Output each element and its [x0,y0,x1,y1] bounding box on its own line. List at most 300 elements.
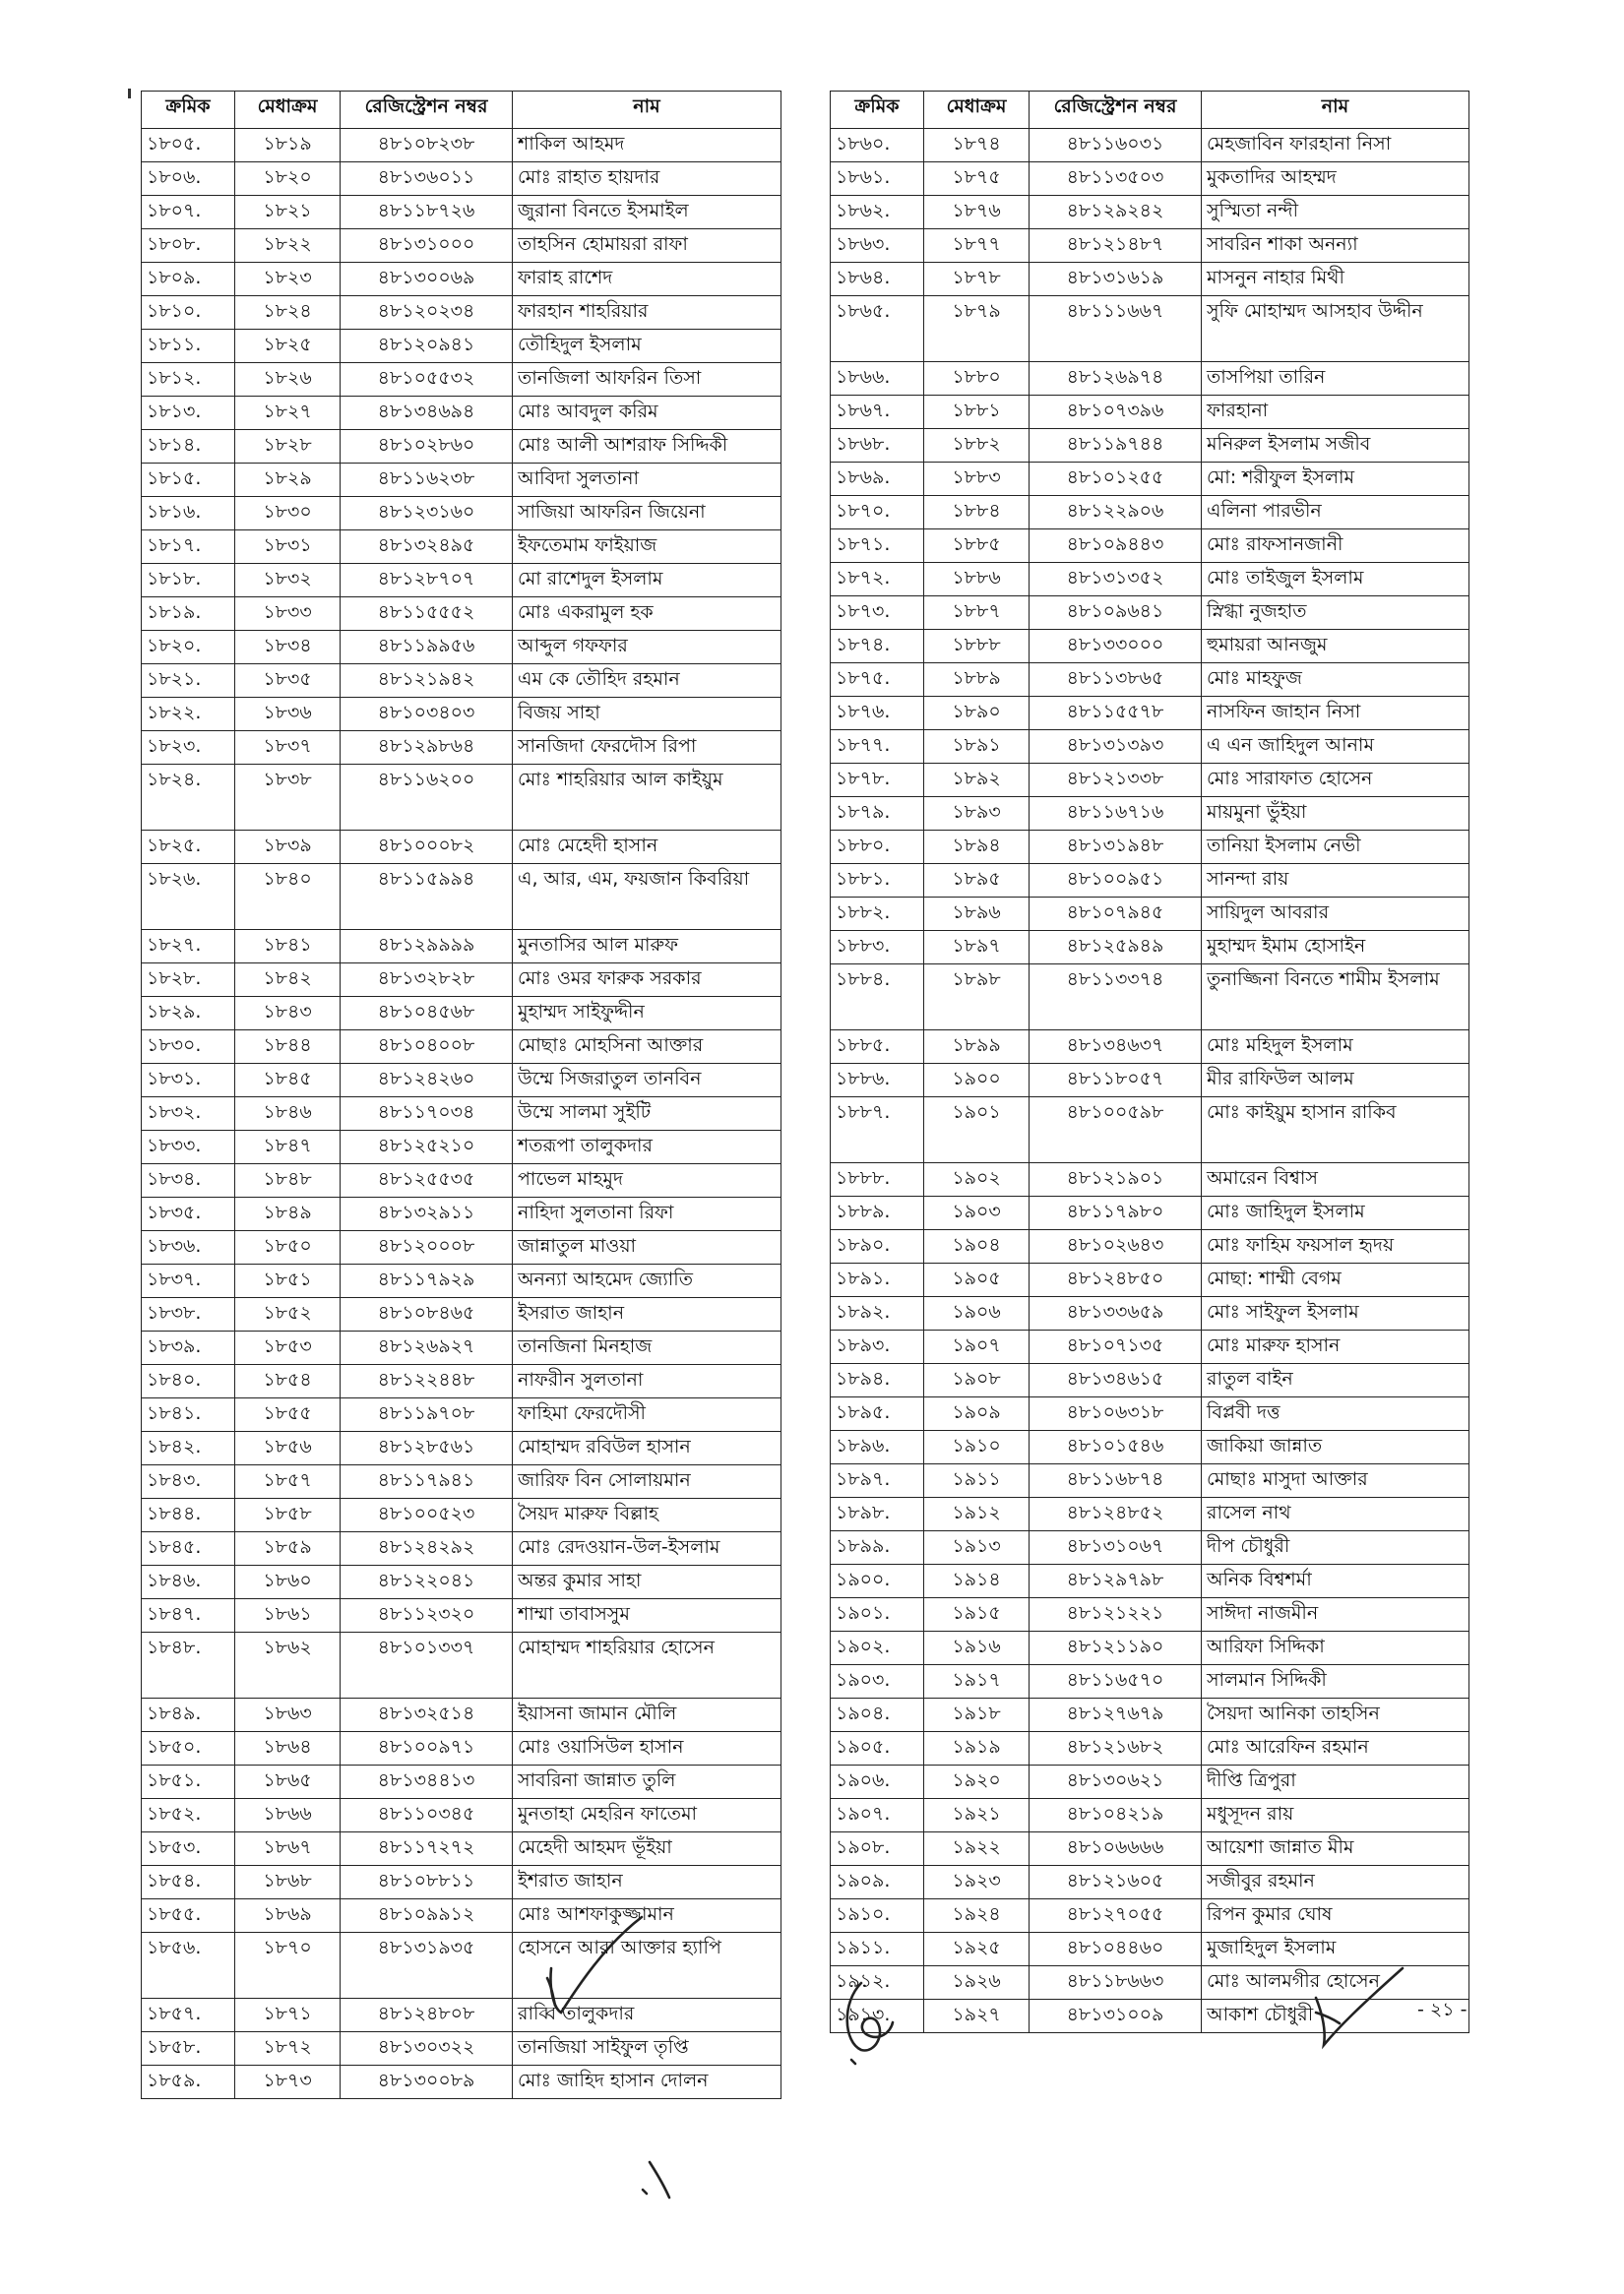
cell-serial: ১৮৫৭. [142,1999,235,2032]
cell-merit: ১৯০৮ [924,1364,1030,1397]
cell-merit: ১৮৪০ [235,864,341,930]
table-row [142,263,781,296]
cell-merit: ১৯১৬ [924,1632,1030,1665]
cell-reg: ৪৮১১৯৭০৮ [341,1398,513,1432]
table-row [142,1999,781,2032]
cell-reg: ৪৮১২২০৪১ [341,1566,513,1599]
cell-name: মধুসূদন রায় [1202,1799,1469,1832]
cell-reg: ৪৮১০৫৫৩২ [341,363,513,397]
table-row [142,530,781,564]
cell-reg: ৪৮১২২৯০৬ [1030,496,1202,529]
cell-merit: ১৮৫৯ [235,1532,341,1566]
cell-serial: ১৮৩১. [142,1064,235,1097]
cell-reg: ৪৮১০২৬৪৩ [1030,1230,1202,1264]
table-row [142,1732,781,1766]
table-row [142,2066,781,2099]
cell-serial: ১৯০৩. [831,1665,924,1699]
cell-merit: ১৮৬৮ [235,1866,341,1899]
cell-reg: ৪৮১২৯৭৯৮ [1030,1565,1202,1598]
cell-name: দীপ চৌধুরী [1202,1531,1469,1565]
cell-serial: ১৮১১. [142,330,235,363]
cell-merit: ১৮৭৪ [924,129,1030,162]
table-row [142,1599,781,1633]
cell-serial: ১৮৬৮. [831,429,924,463]
cell-reg: ৪৮১০৮৪৬৫ [341,1298,513,1332]
cell-merit: ১৮২৮ [235,430,341,464]
cell-serial: ১৮১৬. [142,497,235,530]
table-row [142,363,781,397]
table-row [831,1866,1469,1899]
cell-reg: ৪৮১২৩১৬০ [341,497,513,530]
cell-reg: ৪৮১০০৫৯৮ [1030,1097,1202,1163]
cell-reg: ৪৮১৩০০৮৯ [341,2066,513,2099]
cell-serial: ১৮২২. [142,698,235,731]
cell-name: উম্মে সিজরাতুল তানবিন [513,1064,781,1097]
table-row [142,330,781,363]
cell-serial: ১৮১০. [142,296,235,330]
cell-name: অন্তর কুমার সাহা [513,1566,781,1599]
cell-merit: ১৯১৯ [924,1732,1030,1766]
table-row [142,997,781,1030]
table-row [142,497,781,530]
cell-serial: ১৮৫২. [142,1799,235,1832]
cell-reg: ৪৮১১৭৯৪১ [341,1465,513,1499]
cell-serial: ১৮৬৪. [831,263,924,296]
cell-reg: ৪৮১১৩৩৭৪ [1030,964,1202,1030]
cell-reg: ৪৮১২৮৭০৭ [341,564,513,597]
cell-name: মোঃ আলী আশরাফ সিদ্দিকী [513,430,781,464]
cell-serial: ১৮১৫. [142,464,235,497]
cell-merit: ১৮৭০ [235,1933,341,1999]
table-row [142,1332,781,1365]
table-row [831,1531,1469,1565]
cell-name: ইফতেমাম ফাইয়াজ [513,530,781,564]
cell-serial: ১৮৪৯. [142,1699,235,1732]
cell-merit: ১৮৫৩ [235,1332,341,1365]
cell-serial: ১৮৫৩. [142,1832,235,1866]
cell-serial: ১৯১২. [831,1966,924,2000]
cell-reg: ৪৮১০৯৪৪৩ [1030,529,1202,563]
cell-merit: ১৮৮১ [924,396,1030,429]
cell-reg: ৪৮১০১২৫৫ [1030,463,1202,496]
cell-serial: ১৮৫৪. [142,1866,235,1899]
cell-merit: ১৮৭৯ [924,296,1030,362]
table-row [142,1030,781,1064]
cell-reg: ৪৮১১৬৭১৬ [1030,797,1202,831]
cell-reg: ৪৮১০০৯৭১ [341,1732,513,1766]
cell-merit: ১৯০০ [924,1064,1030,1097]
cell-reg: ৪৮১২০২৩৪ [341,296,513,330]
cell-reg: ৪৮১১৬০৩১ [1030,129,1202,162]
cell-serial: ১৯০৮. [831,1832,924,1866]
cell-merit: ১৮২৪ [235,296,341,330]
cell-name: সাবরিন শাকা অনন্যা [1202,229,1469,263]
cell-merit: ১৮২৫ [235,330,341,363]
cell-name: শাম্মা তাবাসসুম [513,1599,781,1633]
cell-merit: ১৯১০ [924,1431,1030,1464]
cell-name: মো: শরীফুল ইসলাম [1202,463,1469,496]
cell-name: মনিরুল ইসলাম সজীব [1202,429,1469,463]
table-row [831,898,1469,931]
cell-reg: ৪৮১০৬৩১৮ [1030,1397,1202,1431]
cell-serial: ১৮৬১. [831,162,924,196]
cell-reg: ৪৮১২৫৯৪৯ [1030,931,1202,964]
cell-reg: ৪৮১৩৩৬৫৯ [1030,1297,1202,1331]
cell-serial: ১৮৮১. [831,864,924,898]
table-row [831,1431,1469,1464]
cell-serial: ১৮৬৯. [831,463,924,496]
cell-name: মোঃ আবদুল করিম [513,397,781,430]
cell-name: হুমায়রা আনজুম [1202,630,1469,663]
cell-reg: ৪৮১০৯৯১২ [341,1899,513,1933]
cell-merit: ১৮৯৩ [924,797,1030,831]
cell-reg: ৪৮১০৮৮১১ [341,1866,513,1899]
table-row [142,765,781,831]
table-row [142,1899,781,1933]
header-row [831,92,1469,129]
cell-reg: ৪৮১১৭৯২৯ [341,1265,513,1298]
cell-name: মোঃ আশফাকুজ্জামান [513,1899,781,1933]
cell-serial: ১৯০৭. [831,1799,924,1832]
cell-merit: ১৯১৪ [924,1565,1030,1598]
cell-name: তানজিলা আফরিন তিসা [513,363,781,397]
table-row [831,630,1469,663]
cell-serial: ১৮৯৭. [831,1464,924,1498]
cell-name: মো রাশেদুল ইসলাম [513,564,781,597]
cell-reg: ৪৮১২৯৯৯৯ [341,930,513,963]
cell-merit: ১৮১৯ [235,129,341,162]
cell-serial: ১৯০২. [831,1632,924,1665]
cell-merit: ১৮২৩ [235,263,341,296]
cell-serial: ১৮৯৯. [831,1531,924,1565]
cell-name: দীপ্তি ত্রিপুরা [1202,1766,1469,1799]
cell-merit: ১৯০৯ [924,1397,1030,1431]
table-body-right [831,129,1469,2033]
cell-reg: ৪৮১৩১৩৯৩ [1030,730,1202,764]
cell-merit: ১৮৬৩ [235,1699,341,1732]
table-row [831,1799,1469,1832]
cell-merit: ১৮৪৭ [235,1131,341,1164]
cell-serial: ১৮৭০. [831,496,924,529]
cell-name: সুফি মোহাম্মদ আসহাব উদ্দীন [1202,296,1469,362]
cell-serial: ১৮৩০. [142,1030,235,1064]
cell-merit: ১৮৭৮ [924,263,1030,296]
cell-serial: ১৮৩৬. [142,1231,235,1265]
table-row [142,698,781,731]
table-row [831,1899,1469,1933]
cell-merit: ১৮৬১ [235,1599,341,1633]
cell-reg: ৪৮১২৪৮৫০ [1030,1264,1202,1297]
cell-name: ফাহিমা ফেরদৌসী [513,1398,781,1432]
cell-serial: ১৮৪০. [142,1365,235,1398]
cell-name: সাজিয়া আফরিন জিয়েনা [513,497,781,530]
cell-reg: ৪৮১০৬৬৬৬ [1030,1832,1202,1866]
cell-merit: ১৮৬২ [235,1633,341,1699]
cell-reg: ৪৮১২০৯৪১ [341,330,513,363]
cell-serial: ১৮৭৬. [831,697,924,730]
cell-reg: ৪৮১১৮৬৬৩ [1030,1966,1202,2000]
cell-name: মোঃ সারাফাত হোসেন [1202,764,1469,797]
cell-serial: ১৮৪৮. [142,1633,235,1699]
cell-reg: ৪৮১০৪৫৬৮ [341,997,513,1030]
cell-reg: ৪৮১৩১০০৯ [1030,2000,1202,2033]
table-row [142,597,781,631]
cell-name: পাভেল মাহমুদ [513,1164,781,1198]
cell-name: মোঃ ওমর ফারুক সরকার [513,963,781,997]
cell-merit: ১৯০৭ [924,1331,1030,1364]
table-row [831,362,1469,396]
cell-reg: ৪৮১২৫৫৩৫ [341,1164,513,1198]
cell-serial: ১৮৪৩. [142,1465,235,1499]
cell-serial: ১৯১৩. [831,2000,924,2033]
cell-reg: ৪৮১৩৪৬৯৪ [341,397,513,430]
cell-serial: ১৮৯৫. [831,1397,924,1431]
cell-name: সজীবুর রহমান [1202,1866,1469,1899]
cell-serial: ১৮৭৯. [831,797,924,831]
table-row [831,1397,1469,1431]
cell-reg: ৪৮১৩১৬১৯ [1030,263,1202,296]
merit-list-table-left [141,91,781,2099]
cell-serial: ১৮৫৮. [142,2032,235,2066]
cell-serial: ১৯০৯. [831,1866,924,1899]
mark-icon [625,2150,684,2209]
cell-name: তাসপিয়া তারিন [1202,362,1469,396]
cell-merit: ১৯০১ [924,1097,1030,1163]
cell-merit: ১৮৯০ [924,697,1030,730]
cell-reg: ৪৮১২৪৮৫২ [1030,1498,1202,1531]
cell-serial: ১৮৯৩. [831,1331,924,1364]
cell-serial: ১৮৮৯. [831,1197,924,1230]
cell-reg: ৪৮১০২৮৬০ [341,430,513,464]
cell-merit: ১৯০৬ [924,1297,1030,1331]
table-row [831,1732,1469,1766]
signature-3-icon [1304,1958,1412,2052]
cell-merit: ১৮৭২ [235,2032,341,2066]
cell-merit: ১৮৯১ [924,730,1030,764]
cell-reg: ৪৮১২২৪৪৮ [341,1365,513,1398]
cell-reg: ৪৮১১৫৫৫২ [341,597,513,631]
cell-serial: ১৮৮০. [831,831,924,864]
cell-serial: ১৮৩৭. [142,1265,235,1298]
cell-name: তানজিয়া সাইফুল তৃপ্তি [513,2032,781,2066]
cell-merit: ১৮৩৮ [235,765,341,831]
cell-name: ইয়াসনা জামান মৌলি [513,1699,781,1732]
table-row [142,2032,781,2066]
cell-reg: ৪৮১২১৬৮২ [1030,1732,1202,1766]
cell-name: অনন্যা আহমেদ জ্যোতি [513,1265,781,1298]
table-row [831,596,1469,630]
table-row [142,1097,781,1131]
cell-serial: ১৮৬৫. [831,296,924,362]
cell-reg: ৪৮১১৫৫৭৮ [1030,697,1202,730]
cell-reg: ৪৮১০৭১৩৫ [1030,1331,1202,1364]
cell-serial: ১৮১৭. [142,530,235,564]
cell-reg: ৪৮১১৮৭২৬ [341,196,513,229]
cell-merit: ১৯২৪ [924,1899,1030,1933]
cell-merit: ১৮২৬ [235,363,341,397]
cell-name: ইসরাত জাহান [513,1298,781,1332]
cell-name: মুনতাসির আল মারুফ [513,930,781,963]
cell-merit: ১৮৯২ [924,764,1030,797]
cell-serial: ১৯১১. [831,1933,924,1966]
table-row [831,964,1469,1030]
table-row [142,1499,781,1532]
table-row [831,1464,1469,1498]
cell-name: মোঃ জাহিদুল ইসলাম [1202,1197,1469,1230]
cell-name: তুনাজ্জিনা বিনতে শামীম ইসলাম [1202,964,1469,1030]
table-row [142,397,781,430]
cell-name: মুজাহিদুল ইসলাম [1202,1933,1469,1966]
cell-name: মোঃ রেদওয়ান-উল-ইসলাম [513,1532,781,1566]
table-row [142,1265,781,1298]
table-row [831,1498,1469,1531]
cell-merit: ১৮৭৭ [924,229,1030,263]
cell-reg: ৪৮১৩৬০১১ [341,162,513,196]
cell-name: মোহাম্মদ রবিউল হাসান [513,1432,781,1465]
cell-name: এ, আর, এম, ফয়জান কিবরিয়া [513,864,781,930]
cell-serial: ১৮৩৯. [142,1332,235,1365]
table-row [142,664,781,698]
table-row [831,1632,1469,1665]
cell-serial: ১৮৪৬. [142,1566,235,1599]
cell-serial: ১৮৮৩. [831,931,924,964]
signature-2-icon [832,1973,920,2067]
cell-serial: ১৮৬৭. [831,396,924,429]
table-row [831,396,1469,429]
cell-merit: ১৮৮৩ [924,463,1030,496]
cell-reg: ৪৮১২৮৫৬১ [341,1432,513,1465]
table-row [142,1398,781,1432]
cell-reg: ৪৮১১৬৮৭৪ [1030,1464,1202,1498]
table-row [142,1465,781,1499]
cell-serial: ১৮৯০. [831,1230,924,1264]
table-row [831,797,1469,831]
cell-merit: ১৮৩৯ [235,831,341,864]
cell-merit: ১৯২৫ [924,1933,1030,1966]
cell-reg: ৪৮১২১৩৩৮ [1030,764,1202,797]
cell-reg: ৪৮১১৯৭৪৪ [1030,429,1202,463]
table-row [831,1665,1469,1699]
cell-serial: ১৯০৫. [831,1732,924,1766]
cell-merit: ১৮৬০ [235,1566,341,1599]
cell-serial: ১৮২৬. [142,864,235,930]
cell-merit: ১৮৯৭ [924,931,1030,964]
cell-merit: ১৮৫১ [235,1265,341,1298]
cell-reg: ৪৮১৩০০৬৯ [341,263,513,296]
cell-merit: ১৮৪২ [235,963,341,997]
cell-name: মীর রাফিউল আলম [1202,1064,1469,1097]
margin-mark [128,89,131,98]
cell-merit: ১৮৭১ [235,1999,341,2032]
cell-merit: ১৮৮৮ [924,630,1030,663]
cell-serial: ১৮৬০. [831,129,924,162]
cell-merit: ১৮৪৮ [235,1164,341,1198]
table-row [142,1566,781,1599]
cell-merit: ১৯১৭ [924,1665,1030,1699]
cell-reg: ৪৮১১১৬৬৭ [1030,296,1202,362]
header-serial: ক্রমিক [142,92,235,129]
table-row [831,263,1469,296]
cell-reg: ৪৮১০০০৮২ [341,831,513,864]
cell-serial: ১৮৮৫. [831,1030,924,1064]
cell-merit: ১৮৫৮ [235,1499,341,1532]
table-row [831,429,1469,463]
cell-name: আয়েশা জান্নাত মীম [1202,1832,1469,1866]
table-row [142,430,781,464]
cell-merit: ১৮৮৫ [924,529,1030,563]
cell-merit: ১৯০৫ [924,1264,1030,1297]
cell-reg: ৪৮১০৮২৩৮ [341,129,513,162]
table-row [142,1164,781,1198]
table-row [831,1163,1469,1197]
cell-reg: ৪৮১৩২৮২৮ [341,963,513,997]
cell-merit: ১৮৮৪ [924,496,1030,529]
cell-serial: ১৮৫০. [142,1732,235,1766]
table-row [142,1933,781,1999]
cell-serial: ১৮৮৪. [831,964,924,1030]
table-row [831,496,1469,529]
cell-merit: ১৮২৯ [235,464,341,497]
table-row [142,229,781,263]
cell-merit: ১৯২৬ [924,1966,1030,2000]
cell-serial: ১৮৮৬. [831,1064,924,1097]
cell-name: জাকিয়া জান্নাত [1202,1431,1469,1464]
cell-name: মোহাম্মদ শাহরিয়ার হোসেন [513,1633,781,1699]
cell-reg: ৪৮১২০০০৮ [341,1231,513,1265]
cell-merit: ১৮৬৫ [235,1766,341,1799]
cell-serial: ১৮১৯. [142,597,235,631]
cell-merit: ১৮৭৬ [924,196,1030,229]
page-number: - ২১ - [1417,1999,1468,2020]
cell-name: মোঃ ফাহিম ফয়সাল হৃদয় [1202,1230,1469,1264]
table-row [831,831,1469,864]
cell-merit: ১৮৭৫ [924,162,1030,196]
table-row [831,697,1469,730]
cell-name: মুনতাহা মেহরিন ফাতেমা [513,1799,781,1832]
cell-name: সাঈদা নাজমীন [1202,1598,1469,1632]
cell-reg: ৪৮১৩১০৬৭ [1030,1531,1202,1565]
cell-reg: ৪৮১০৩৪০৩ [341,698,513,731]
cell-name: সানজিদা ফেরদৌস রিপা [513,731,781,765]
cell-merit: ১৮৯৯ [924,1030,1030,1064]
cell-reg: ৪৮১৩২৪৯৫ [341,530,513,564]
cell-reg: ৪৮১০৪৪৬০ [1030,1933,1202,1966]
table-row [831,196,1469,229]
cell-name: মোঃ আলমগীর হোসেন [1202,1966,1469,2000]
cell-name: মোঃ রাফসানজানী [1202,529,1469,563]
cell-name: মোঃ আরেফিন রহমান [1202,1732,1469,1766]
cell-name: জান্নাতুল মাওয়া [513,1231,781,1265]
cell-merit: ১৮৩২ [235,564,341,597]
cell-name: জারিফ বিন সোলায়মান [513,1465,781,1499]
cell-merit: ১৮৫৪ [235,1365,341,1398]
cell-reg: ৪৮১০৪২১৯ [1030,1799,1202,1832]
cell-name: মোঃ ওয়াসিউল হাসান [513,1732,781,1766]
cell-merit: ১৮৯৫ [924,864,1030,898]
cell-merit: ১৮২২ [235,229,341,263]
cell-name: মেহজাবিন ফারহানা নিসা [1202,129,1469,162]
cell-serial: ১৯০৬. [831,1766,924,1799]
header-row [142,92,781,129]
cell-reg: ৪৮১১৮০৫৭ [1030,1064,1202,1097]
cell-merit: ১৯২৭ [924,2000,1030,2033]
cell-name: আবিদা সুলতানা [513,464,781,497]
table-row [142,831,781,864]
cell-reg: ৪৮১৩২৯১১ [341,1198,513,1231]
cell-serial: ১৮৩৪. [142,1164,235,1198]
cell-serial: ১৮২৪. [142,765,235,831]
cell-name: মোছাঃ মাসুদা আক্তার [1202,1464,1469,1498]
